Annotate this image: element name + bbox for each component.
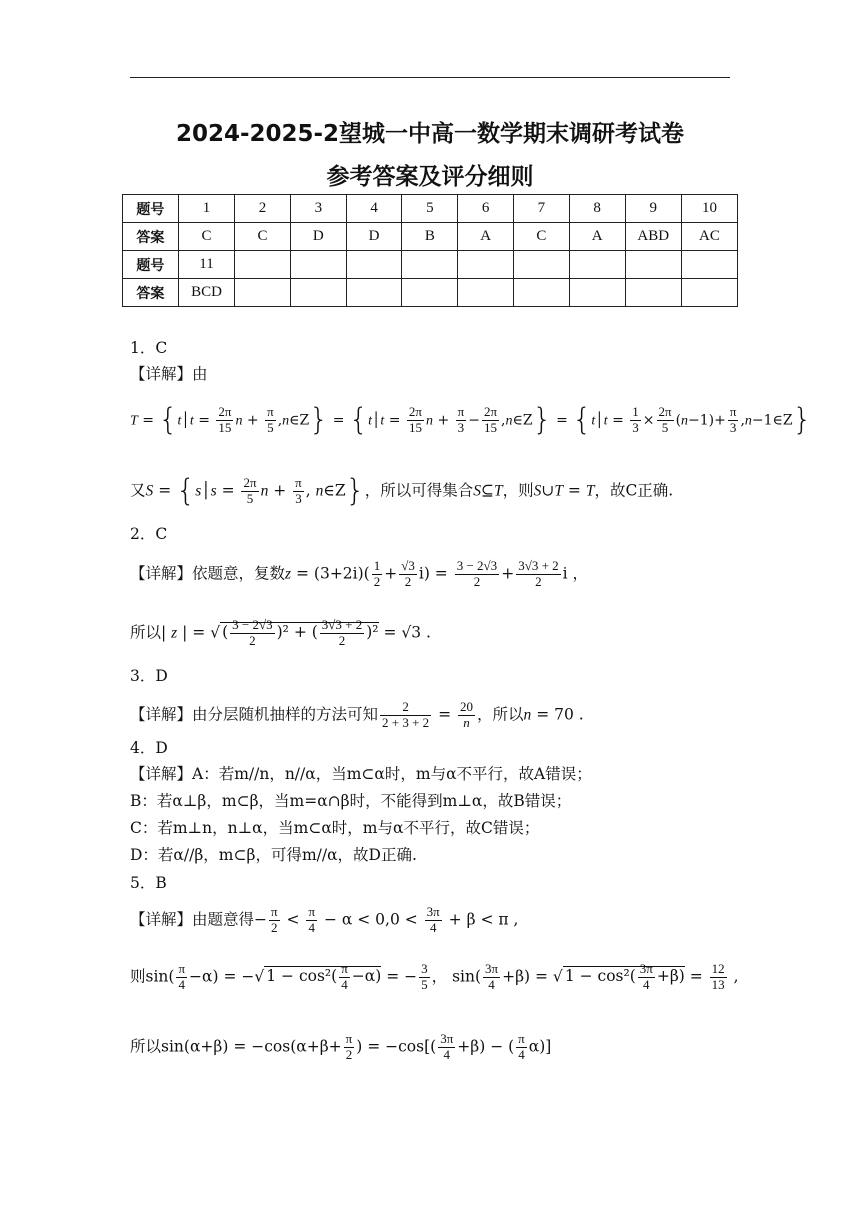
row-label: 答案 [123,279,179,307]
table-cell [290,251,346,279]
q3-text: 【详解】由分层随机抽样的方法可知 [130,705,379,724]
table-cell [235,279,291,307]
q3-text: ，所以 [477,705,524,724]
q4-option-c: C：若m⊥n，n⊥α，当m⊂α时，m与α不平行，故C错误； [130,819,540,837]
table-cell [346,251,402,279]
q4-option-d: D：若α//β，m⊂β，可得m//α，故D正确. [130,846,417,864]
q3-heading: 3．D [130,667,168,685]
q1-detail: 【详解】由 [130,365,208,383]
q2-detail: 【详解】依题意，复数z = (3+2i)( $\frac{1}{2}$ + $\frac{√3}{2}$ i) = $\frac{3 - 2√3}{2}$ + $\frac{3√3 + 2}{2}$ i ， [130,558,589,589]
q5-text: 所以 [130,1037,162,1056]
table-cell: A [458,223,514,251]
table-cell: C [178,223,234,251]
page-subtitle: 参考答案及评分细则 [326,164,534,190]
table-row [123,223,738,251]
row-label: 题号 [123,251,179,279]
answer-table [122,194,738,307]
table-cell: D [290,223,346,251]
table-cell: D [346,223,402,251]
table-cell [681,251,737,279]
table-row [123,279,738,307]
q1-heading: 1．C [130,339,168,357]
q2-text: 所以 [130,623,162,642]
q4-option-b: B：若α⊥β，m⊂β，当m=α∩β时，不能得到m⊥α，故B错误； [130,792,572,810]
q1-text: ，故C正确. [594,481,674,500]
page-title: 2024-2025-2望城一中高一数学期末调研考试卷 [175,121,685,147]
q4-option-a: 【详解】A：若m//n，n//α，当m⊂α时，m与α不平行，故A错误； [130,765,592,783]
table-cell [569,251,625,279]
row-label: 答案 [123,223,179,251]
q4-heading: 4．D [130,739,168,757]
table-cell: AC [681,223,737,251]
table-cell [290,279,346,307]
table-cell [402,251,458,279]
table-cell [458,279,514,307]
table-cell [514,279,570,307]
table-cell: 5 [402,195,458,223]
table-cell: C [235,223,291,251]
table-cell: A [569,223,625,251]
table-cell [458,251,514,279]
table-cell: 9 [625,195,681,223]
table-cell: B [402,223,458,251]
table-row [123,195,738,223]
table-cell: 4 [346,195,402,223]
table-cell: ABD [625,223,681,251]
table-cell [514,251,570,279]
top-rule [130,77,730,78]
q1-text: ，则 [502,481,534,500]
table-cell [235,251,291,279]
table-cell: 8 [569,195,625,223]
q5-text: 则 [130,967,146,986]
q5-text: 【详解】由题意得 [130,910,255,929]
q1-conclusion: 又S = {s│s = $\frac{2\pi}{5}$ n + $\frac{\pi}{3}$ , n∈Z}，所以可得集合S⊆T，则S∪T = T，故C正确. [130,473,674,509]
table-cell [346,279,402,307]
table-cell [625,279,681,307]
table-cell: 11 [178,251,234,279]
table-cell: 10 [681,195,737,223]
table-cell: C [514,223,570,251]
table-cell: 2 [235,195,291,223]
q5-values: 则sin( $\frac{\pi}{4}$ −α) = −√ 1 − cos²( $\frac{\pi}{4}$ −α) = − $\frac{3}{5}$ ， sin( $\frac{3\pi}{4}$ +β) = √ 1 − cos²( $\frac{3\pi}{4}$ +β) = $\frac{12}{13}$ , [130,961,739,992]
table-cell [569,279,625,307]
row-label: 题号 [123,195,179,223]
table-cell [402,279,458,307]
q2-heading: 2．C [130,525,168,543]
q1-set-T: T = {t│t = $\frac{2\pi}{15}$ n + $\frac{\pi}{5}$ ,n∈Z} = {t│t = $\frac{2\pi}{15}$ n + $\frac{\pi}{3}$ − $\frac{2\pi}{15}$ ,n∈Z} = {t│t = $\frac{1}{3}$ × $\frac{2\pi}{5}$ (n−1)+ $\frac{\pi}{3}$ ,n−1∈Z} [130,402,812,438]
q2-modulus: 所以| z | = √ ( $\frac{3 - 2√3}{2}$ )² + ( $\frac{3√3 + 2}{2}$ )² = √3 . [130,617,431,648]
q3-detail: 【详解】由分层随机抽样的方法可知 $\frac{2}{2 + 3 + 2}$ = $\frac{20}{n}$ ，所以n = 70 . [130,699,584,730]
q1-text: ，所以可得集合 [364,481,474,500]
table-cell: BCD [178,279,234,307]
q5-detail: 【详解】由题意得− $\frac{\pi}{2}$ < $\frac{\pi}{4}$ − α < 0,0 < $\frac{3\pi}{4}$ + β < π , [130,904,519,935]
table-cell: 6 [458,195,514,223]
table-cell: 1 [178,195,234,223]
table-cell [625,251,681,279]
q5-heading: 5．B [130,874,167,892]
table-cell: 7 [514,195,570,223]
table-cell [681,279,737,307]
q1-text: 又 [130,481,146,500]
q5-final: 所以sin(α+β) = −cos(α+β+ $\frac{\pi}{2}$ ) = −cos[( $\frac{3\pi}{4}$ +β) − ( $\frac{\pi}{4}$ α)] [130,1031,552,1062]
q2-text: 【详解】依题意，复数 [130,564,286,583]
table-row [123,251,738,279]
table-cell: 3 [290,195,346,223]
